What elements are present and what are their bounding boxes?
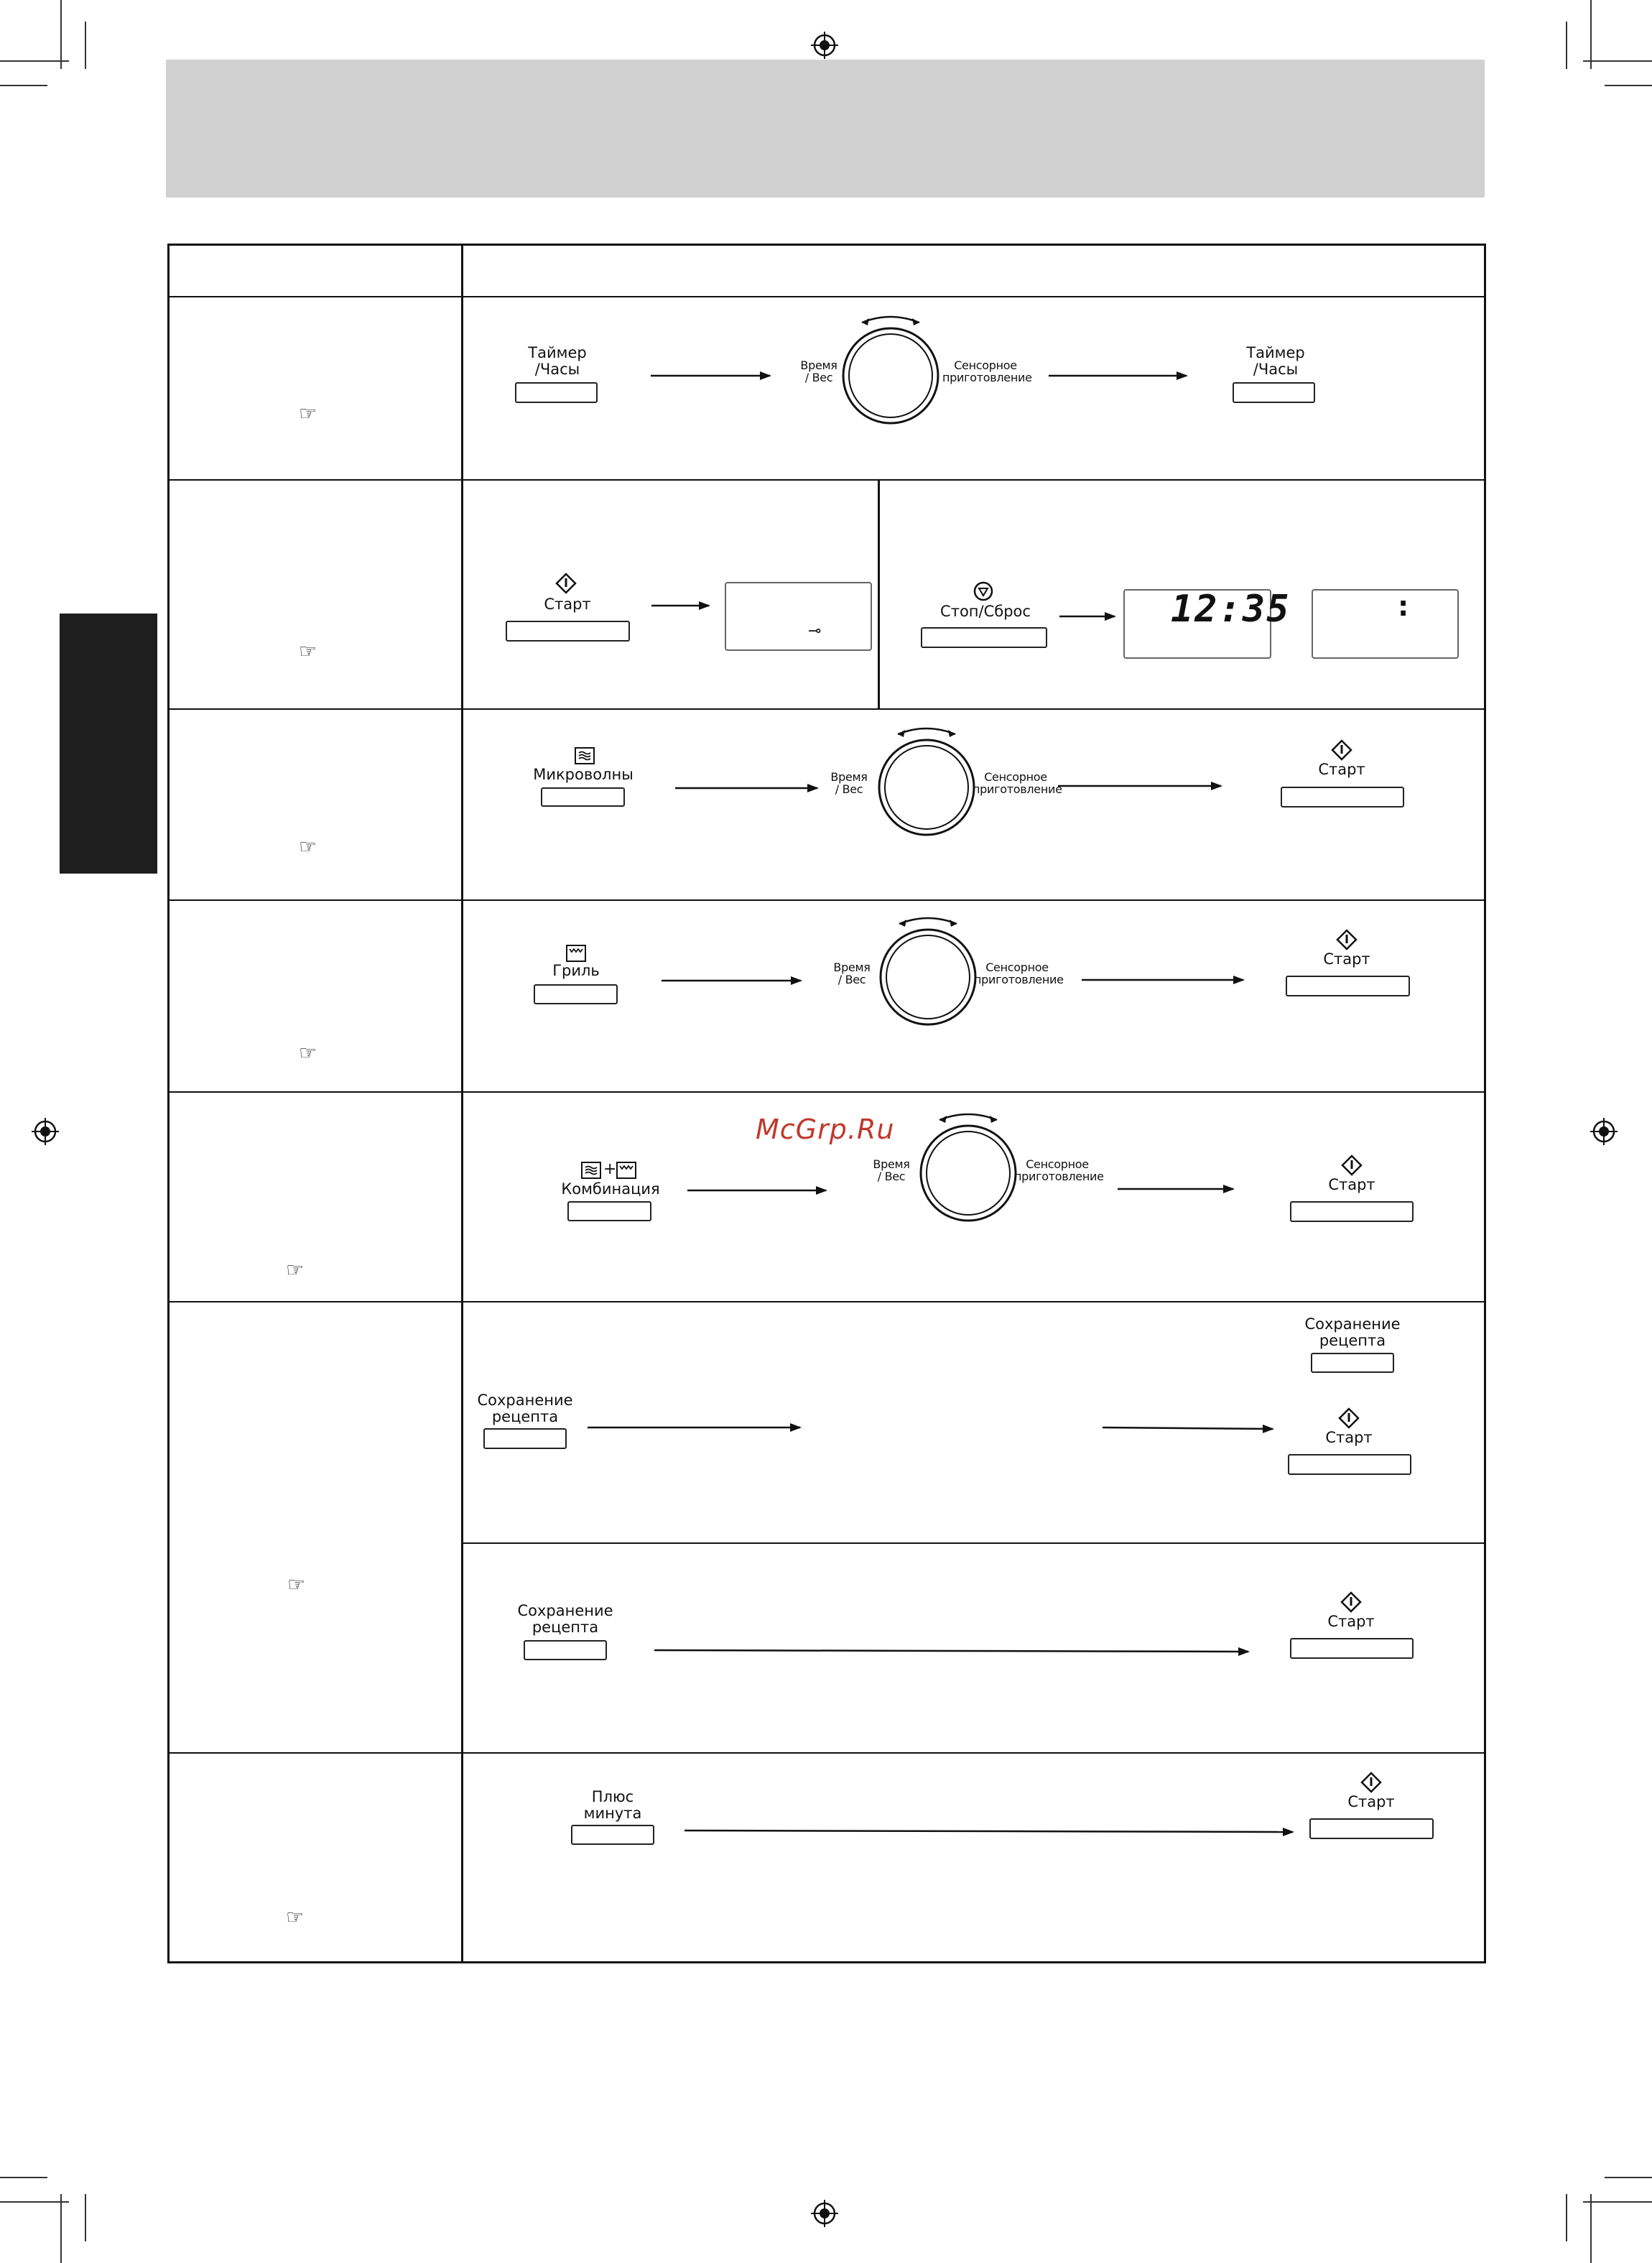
pointing-hand-icon: ☞: [299, 835, 317, 859]
save-recipe-label: Сохранение рецепта: [477, 1392, 573, 1425]
flow-arrow: [685, 1831, 1293, 1832]
stop-reset-label: Стоп/Сброс: [940, 603, 1031, 620]
key-icon: ⊸: [808, 622, 822, 640]
dial-time-weight-label: Время / Вес: [800, 358, 837, 384]
dial-sensor-cooking-label: Сенсорное приготовление: [973, 770, 1062, 796]
start-label: Старт: [1328, 1176, 1375, 1193]
plus-icon: +: [603, 1160, 617, 1178]
timer-clock-label: Таймер /Часы: [1246, 344, 1305, 378]
dial-sensor-cooking-label: Сенсорное приготовление: [1014, 1157, 1104, 1183]
flow-arrow: [1103, 1427, 1273, 1429]
dial-sensor-cooking-label: Сенсорное приготовление: [974, 961, 1064, 986]
start-label: Старт: [1323, 950, 1370, 968]
timer-clock-label: Таймер /Часы: [528, 344, 587, 378]
pointing-hand-icon: ☞: [299, 402, 317, 425]
pointing-hand-icon: ☞: [287, 1573, 306, 1596]
start-label: Старт: [544, 596, 591, 613]
dial-time-weight-label: Время / Вес: [833, 961, 871, 986]
start-label: Старт: [1318, 761, 1365, 778]
dial-sensor-cooking-label: Сенсорное приготовление: [942, 358, 1032, 384]
pointing-hand-icon: ☞: [286, 1905, 305, 1929]
start-label: Старт: [1325, 1429, 1373, 1446]
dial-time-weight-label: Время / Вес: [830, 770, 868, 796]
start-label: Старт: [1327, 1613, 1375, 1630]
dial-time-weight-label: Время / Вес: [873, 1157, 910, 1183]
combination-label: Комбинация: [561, 1180, 660, 1198]
grill-label: Гриль: [552, 962, 600, 979]
pointing-hand-icon: ☞: [299, 639, 317, 663]
flow-arrow: [654, 1650, 1248, 1652]
save-recipe-label: Сохранение рецепта: [517, 1602, 613, 1636]
pointing-hand-icon: ☞: [286, 1258, 305, 1282]
clock-digits: 12:35: [1171, 588, 1291, 631]
microwave-label: Микроволны: [533, 766, 634, 783]
pointing-hand-icon: ☞: [299, 1041, 317, 1065]
watermark: McGrp.Ru: [756, 1114, 895, 1145]
start-label: Старт: [1347, 1793, 1395, 1810]
plus-minute-label: Плюс минута: [583, 1788, 642, 1822]
save-recipe-label: Сохранение рецепта: [1304, 1315, 1401, 1349]
display-colon: :: [1398, 591, 1409, 622]
